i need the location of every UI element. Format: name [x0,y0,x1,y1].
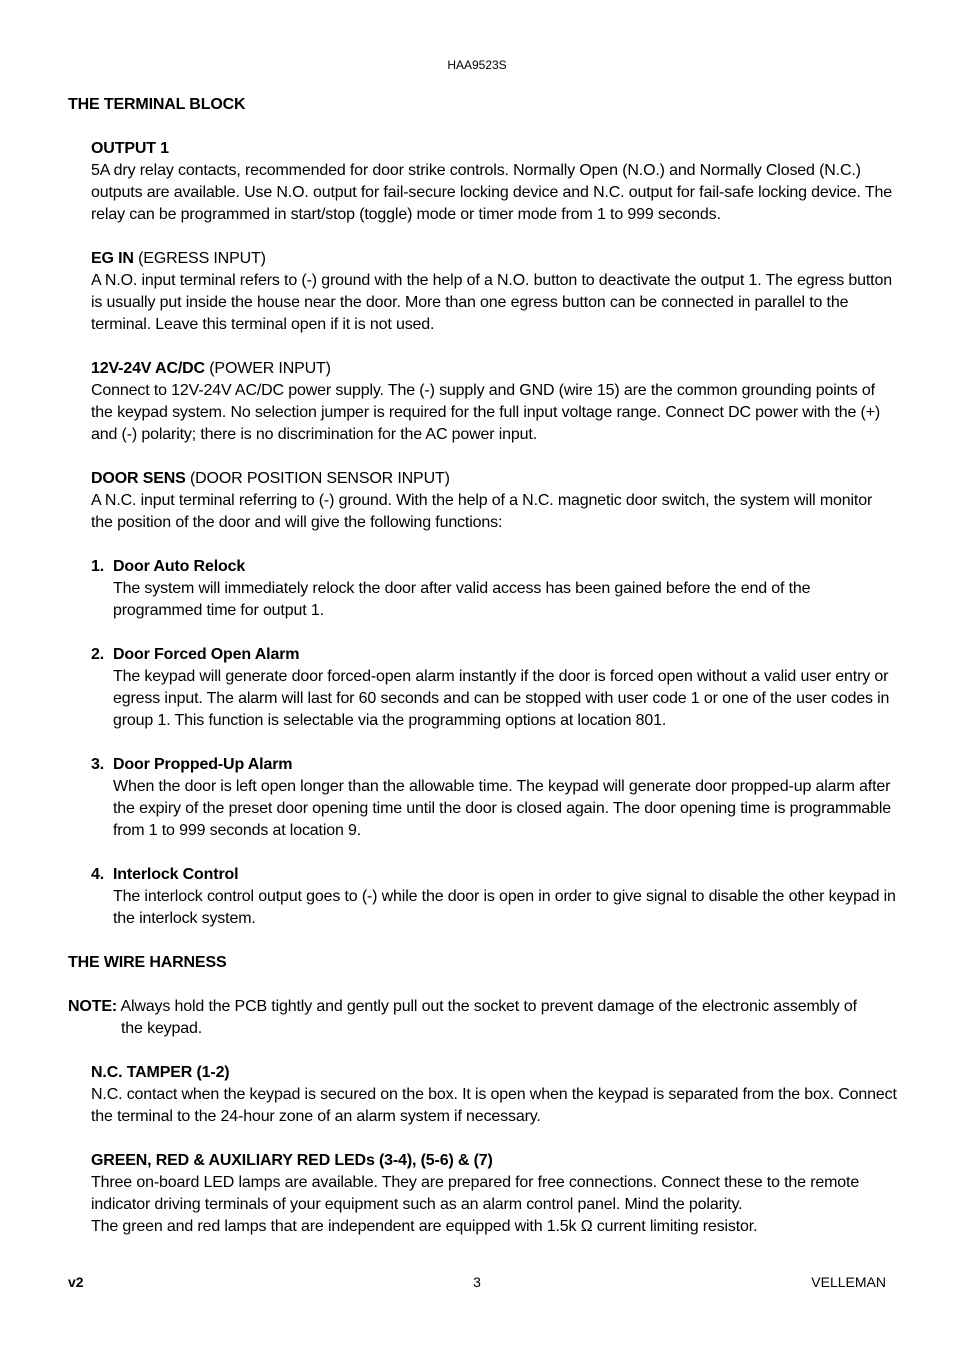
power-title: 12V-24V AC/DC [91,360,205,377]
footer-version: v2 [68,1274,84,1290]
tamper-title: N.C. TAMPER (1-2) [91,1064,230,1081]
function-item [91,864,898,930]
leds-body-2: The green and red lamps that are independent are equipped with 1.5k Ω current limiting resistor. [91,1218,758,1235]
document-code: HAA9523S [447,58,507,72]
tamper-body: N.C. contact when the keypad is secured on the box. It is open when the keypad is separated from the box. Connect the terminal to the 24-hour zone of an alarm system if necessary. [91,1086,897,1125]
function-title-text: Door Auto Relock [113,558,246,575]
function-item [91,556,898,622]
leds-body-1: Three on-board LED lamps are available. They are prepared for free connections. Connect these to the remote indicator driving terminals of your equipment such as an alarm control panel. Mind the polarity. [91,1174,860,1213]
wire-harness-sections [91,1062,898,1238]
power-subtitle: (POWER INPUT) [204,360,331,377]
function-title-text: Door Propped-Up Alarm [113,756,293,773]
function-body: The system will immediately relock the door after valid access has been gained before the end of the programmed time for output 1. [113,580,811,619]
output1-body: 5A dry relay contacts, recommended for door strike controls. Normally Open (N.O.) and Normally Closed (N.C.) outputs are available. Use N.O. output for fail-secure locking device and N.C. output for fail-safe locking device. The relay can be programmed in start/stop (toggle) mode or timer mode from 1 to 999 seconds. [91,162,892,223]
section-eg-in [91,248,898,336]
function-body: The keypad will generate door forced-open alarm instantly if the door is forced open without a valid user entry or egress input. The alarm will last for 60 seconds and can be stopped with user code 1 or one of the user codes in group 1. This function is selectable via the programming options at location 801. [113,668,890,729]
note-text: Always hold the PCB tightly and gently pull out the socket to prevent damage of the electronic assembly of [117,998,857,1015]
function-title [91,644,898,666]
page-content [68,94,898,1260]
power-heading [91,358,898,380]
wire-harness-heading: THE WIRE HARNESS [68,954,227,971]
power-body: Connect to 12V-24V AC/DC power supply. The (-) supply and GND (wire 15) are the common grounding points of the keypad system. No selection jumper is required for the full input voltage range. Connect DC power with the (+) and (-) polarity; there is no discrimination for the AC power input. [91,382,881,443]
function-title [91,864,898,886]
eg-in-title: EG IN [91,250,134,267]
door-sens-heading [91,468,898,490]
section-power-input [91,358,898,446]
section-door-sens [91,468,898,534]
function-title-text: Interlock Control [113,866,239,883]
function-item [91,754,898,842]
footer-brand: VELLEMAN [811,1274,886,1290]
door-sens-title: DOOR SENS [91,470,186,487]
function-title-text: Door Forced Open Alarm [113,646,300,663]
note-block [68,996,898,1040]
function-number: 3. [91,756,105,773]
function-number: 2. [91,646,105,663]
section-leds [91,1150,898,1238]
function-body: The interlock control output goes to (-) while the door is open in order to give signal to disable the other keypad in the interlock system. [113,888,896,927]
function-item [91,644,898,732]
function-title [91,556,898,578]
function-body: When the door is left open longer than the allowable time. The keypad will generate door propped-up alarm after the expiry of the preset door opening time until the door is closed again. The door opening time is programmable from 1 to 999 seconds at location 9. [113,778,892,839]
section-output1 [91,138,898,226]
door-sens-subtitle: (DOOR POSITION SENSOR INPUT) [185,470,450,487]
eg-in-heading [91,248,898,270]
eg-in-subtitle: (EGRESS INPUT) [133,250,266,267]
door-sens-body: A N.C. input terminal referring to (-) ground. With the help of a N.C. magnetic door switch, the system will monitor the position of the door and will give the following functions: [91,492,873,531]
terminal-block-heading: THE TERMINAL BLOCK [68,96,246,113]
function-title [91,754,898,776]
terminal-block-sections [91,138,898,930]
leds-title: GREEN, RED & AUXILIARY RED LEDs (3-4), (5-6) & (7) [91,1152,493,1169]
note-label: NOTE: [68,998,118,1015]
eg-in-body: A N.O. input terminal refers to (-) ground with the help of a N.O. button to deactivate the output 1. The egress button is usually put inside the house near the door. More than one egress button can be connected in parallel to the terminal. Leave this terminal open if it is not used. [91,272,892,333]
section-tamper [91,1062,898,1128]
footer-page-number: 3 [473,1274,481,1290]
note-line-1 [68,996,898,1018]
function-number: 4. [91,866,105,883]
output1-title: OUTPUT 1 [91,140,169,157]
function-number: 1. [91,558,105,575]
note-line-2: the keypad. [121,1020,203,1037]
